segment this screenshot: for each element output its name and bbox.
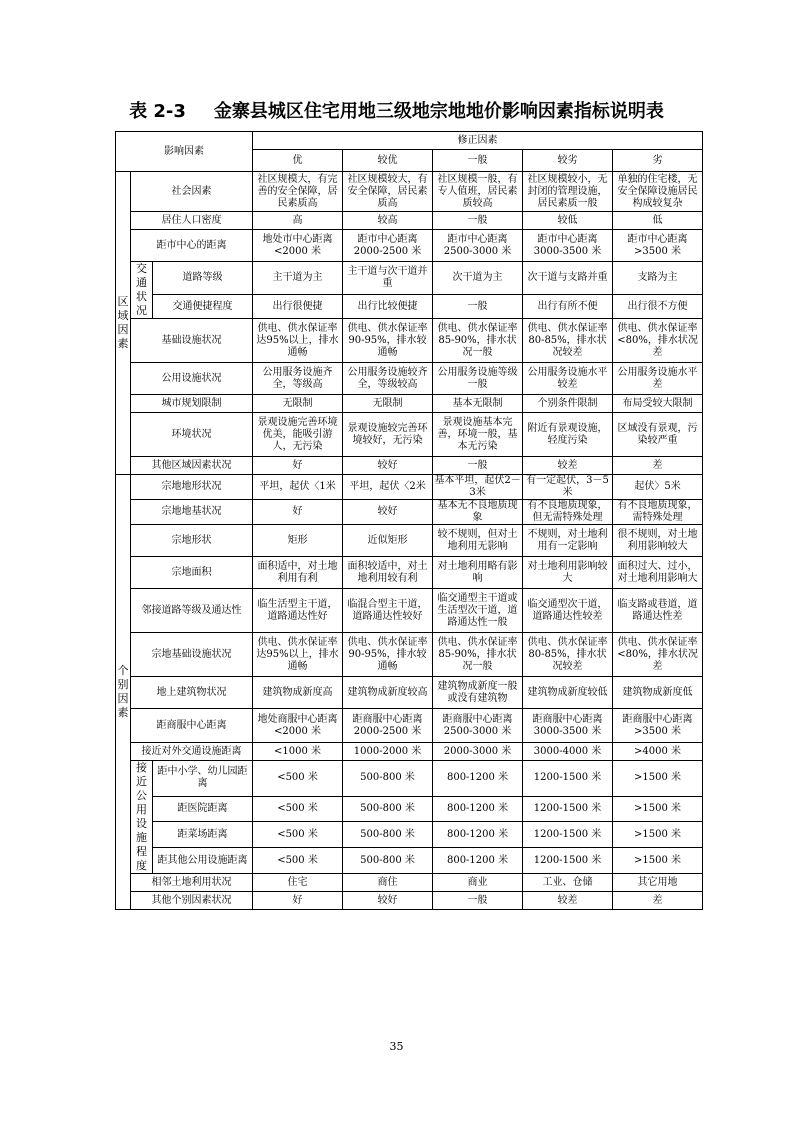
table-row [116,262,703,295]
factor-label: 地上建筑物状况 [131,677,253,709]
table-row [116,395,703,413]
factor-label: 社会因素 [131,172,253,212]
value-cell: 其它用地 [613,874,703,892]
value-cell: 供电、供水保证率<80%，排水状况差 [613,633,703,677]
table-row [116,874,703,892]
value-cell: 较好 [343,457,433,475]
table-row [116,796,703,822]
value-cell: 好 [253,457,343,475]
value-cell: 面积较适中，对土地利用较有利 [343,557,433,589]
value-cell: 有不良地质现象，需特殊处理 [613,500,703,525]
value-cell: 临交通型次干道，道路通达性较差 [523,589,613,633]
value-cell: <500 米 [253,848,343,874]
traffic-group: 交通状况 [131,262,153,319]
proximity-group: 接近公用设施程度 [131,761,153,874]
value-cell: 公用服务设施较齐全，等级较高 [343,363,433,395]
value-cell: 面积过大、过小，对土地利用影响大 [613,557,703,589]
value-cell: 社区规模较小，无封闭的管理设施，居民素质一般 [523,172,613,212]
value-cell: 无限制 [343,395,433,413]
factor-label: 其他区域因素状况 [131,457,253,475]
value-cell: <500 米 [253,796,343,822]
factor-label: 道路等级 [153,262,253,295]
value-cell: 500-800 米 [343,796,433,822]
value-cell: 2000-3000 米 [433,743,523,761]
value-cell: 公用服务设施水平差 [613,363,703,395]
grade-header: 较劣 [523,150,613,172]
value-cell: 对土地利用略有影响 [433,557,523,589]
factor-label: 宗地基础设施状况 [131,633,253,677]
value-cell: 出行有所不便 [523,295,613,319]
value-cell: 次干道为主 [433,262,523,295]
value-cell: 低 [613,212,703,230]
value-cell: 景观设施完善环境优美，能吸引游人，无污染 [253,413,343,457]
value-cell: 供电、供水保证率80-85%，排水状况较差 [523,319,613,363]
value-cell: <500 米 [253,822,343,848]
table-row [116,589,703,633]
value-cell: 布局受较大限制 [613,395,703,413]
factor-label: 宗地地形状况 [131,475,253,500]
value-cell: 建筑物成新度较高 [343,677,433,709]
value-cell: 距市中心距离2500-3000 米 [433,230,523,262]
value-cell: 基本平坦，起伏2－3米 [434,475,521,498]
factor-label: 距医院距离 [153,796,253,822]
value-cell: 距商服中心距离3000-3500 米 [523,709,613,743]
value-cell: 公用服务设施齐全，等级高 [253,363,343,395]
value-cell: 商业 [433,874,523,892]
value-cell: 1000-2000 米 [343,743,433,761]
value-cell: 距商服中心距离2500-3000 米 [433,709,523,743]
factor-label: 宗地形状 [131,525,253,557]
table-row [116,172,703,212]
value-cell: 社区规模一般，有专人值班，居民素质较高 [433,172,523,212]
value-cell: 基本无限制 [433,395,523,413]
value-cell: 地处市中心距离<2000 米 [253,230,343,262]
factor-table-body [116,132,703,910]
value-cell: 基本无不良地质现象 [433,500,523,525]
document-title [0,100,793,124]
value-cell: 社区规模较大，有安全保障，居民素质高 [343,172,433,212]
value-cell: 供电、供水保证率90-95%，排水较通畅 [343,319,433,363]
value-cell: 临混合型主干道，道路通达性较好 [343,589,433,633]
factor-label: 宗地地基状况 [131,500,253,525]
value-cell: 差 [613,892,703,910]
table-row [116,892,703,910]
value-cell: 临支路或巷道，道路通达性差 [613,589,703,633]
grade-header: 较优 [343,150,433,172]
table-row [116,743,703,761]
value-cell: 公用服务设施水平较差 [523,363,613,395]
value-cell: 近似矩形 [343,525,433,557]
value-cell: 面积适中，对土地利用有利 [253,557,343,589]
value-cell: 一般 [433,212,523,230]
value-cell: 个别条件限制 [523,395,613,413]
table-row [116,212,703,230]
table-row [116,457,703,475]
value-cell: 不规则，对土地利用有一定影响 [523,525,613,557]
value-cell: 对土地利用影响较大 [523,557,613,589]
table-row [116,557,703,589]
value-cell: 无限制 [253,395,343,413]
value-cell: 500-800 米 [343,822,433,848]
value-cell: 好 [253,500,343,525]
value-cell: 社区规模大，有完善的安全保障，居民素质高 [253,172,343,212]
value-cell: 好 [253,892,343,910]
value-cell: >4000 米 [613,743,703,761]
table-row [116,475,703,500]
value-cell: 1200-1500 米 [523,796,613,822]
value-cell: 供电、供水保证率达95%以上，排水通畅 [253,633,343,677]
factor-label: 宗地面积 [131,557,253,589]
value-cell: 距商服中心距离>3500 米 [613,709,703,743]
value-cell: 高 [253,212,343,230]
factor-header: 影响因素 [116,132,253,172]
value-cell: 矩形 [253,525,343,557]
value-cell: 支路为主 [613,262,703,295]
value-cell: 很不规则，对土地利用影响较大 [613,525,703,557]
value-cell: >1500 米 [613,848,703,874]
page-number: 35 [389,1040,404,1053]
factor-label: 距菜场距离 [153,822,253,848]
value-cell: 较好 [343,892,433,910]
table-row [116,363,703,395]
value-cell: 一般 [433,457,523,475]
value-cell: 500-800 米 [343,848,433,874]
factor-label: 邻接道路等级及通达性 [131,589,253,633]
value-cell: 一般 [433,892,523,910]
value-cell: 800-1200 米 [433,822,523,848]
value-cell: 较差 [523,457,613,475]
value-cell: 主干道为主 [253,262,343,295]
value-cell: 距商服中心距离2000-2500 米 [343,709,433,743]
value-cell: 差 [613,457,703,475]
individual-category: 个别因素 [116,475,131,910]
value-cell: 800-1200 米 [433,848,523,874]
table-row [116,500,703,525]
table-row [116,677,703,709]
value-cell: 工业、仓储 [523,874,613,892]
table-row [116,633,703,677]
table-row [116,848,703,874]
factor-label: 相邻土地利用状况 [131,874,253,892]
value-cell: 供电、供水保证率85-90%，排水状况一般 [433,633,523,677]
table-row [116,319,703,363]
value-cell: >1500 米 [613,761,703,797]
value-cell: 出行比较便捷 [343,295,433,319]
value-cell: 供电、供水保证率85-90%，排水状况一般 [433,319,523,363]
value-cell: 平坦，起伏〈1米 [253,475,343,500]
value-cell: 距市中心距离3000-3500 米 [523,230,613,262]
value-cell: 区域没有景观，污染较严重 [613,413,703,457]
value-cell: 距市中心距离>3500 米 [613,230,703,262]
value-cell: 3000-4000 米 [523,743,613,761]
value-cell: 供电、供水保证率90-95%，排水较通畅 [343,633,433,677]
grade-header: 一般 [433,150,523,172]
table-row [116,230,703,262]
header-row [116,132,703,150]
value-cell: 平坦，起伏〈2米 [343,475,433,500]
value-cell: 较高 [343,212,433,230]
value-cell: 附近有景观设施，轻度污染 [523,413,613,457]
value-cell: 1200-1500 米 [523,822,613,848]
grade-header: 劣 [613,150,703,172]
value-cell: 住宅 [253,874,343,892]
grade-header: 优 [253,150,343,172]
value-cell: 建筑物成新度低 [613,677,703,709]
value-cell: 单独的住宅楼，无安全保障设施居民构成较复杂 [613,172,703,212]
value-cell: 800-1200 米 [433,796,523,822]
table-title: 金寨县城区住宅用地三级地宗地地价影响因素指标说明表 [213,101,664,122]
value-cell: 建筑物成新度高 [253,677,343,709]
value-cell: 较低 [523,212,613,230]
value-cell: 有不良地质现象，但无需特殊处理 [523,500,613,525]
value-cell: 一般 [433,295,523,319]
factor-label: 接近对外交通设施距离 [131,743,253,761]
factor-table [115,131,703,910]
value-cell: 500-800 米 [343,761,433,797]
factor-label: 居住人口密度 [131,212,253,230]
value-cell: 景观设施基本完善，环境一般，基本无污染 [433,413,523,457]
value-cell: 供电、供水保证率80-85%，排水状况较差 [523,633,613,677]
table-row [116,761,703,797]
table-row [116,295,703,319]
value-cell: 主干道与次干道并重 [343,262,433,295]
value-cell: 1200-1500 米 [523,848,613,874]
value-cell: <1000 米 [253,743,343,761]
table-row [116,709,703,743]
table-row [116,413,703,457]
factor-label: 基础设施状况 [131,319,253,363]
value-cell: 景观设施较完善环境较好，无污染 [343,413,433,457]
value-cell: 建筑物成新度较低 [523,677,613,709]
value-cell: 距市中心距离2000-2500 米 [343,230,433,262]
factor-label: 环境状况 [131,413,253,457]
value-cell: 公用服务设施等级一般 [433,363,523,395]
region-category: 区域因素 [116,172,131,475]
value-cell: 次干道与支路并重 [523,262,613,295]
value-cell: 临交通型主干道或生活型次干道，道路通达性一般 [433,589,523,633]
value-cell: 有一定起伏，3－5米 [523,475,613,500]
value-cell: 较好 [343,500,433,525]
factor-label: 距其他公用设施距离 [153,848,253,874]
value-cell: 建筑物成新度一般或没有建筑物 [433,677,523,709]
value-cell: 供电、供水保证率<80%，排水状况差 [613,319,703,363]
value-cell: <500 米 [253,761,343,797]
factor-label: 交通便捷程度 [153,295,253,319]
value-cell: 较差 [523,892,613,910]
factor-label: 距市中心的距离 [131,230,253,262]
value-cell: 地处商服中心距离<2000 米 [253,709,343,743]
value-cell: >1500 米 [613,822,703,848]
value-cell: 出行很不方便 [613,295,703,319]
value-cell: 供电、供水保证率达95%以上，排水通畅 [253,319,343,363]
value-cell: 起伏〉5米 [613,475,703,500]
value-cell: 1200-1500 米 [523,761,613,797]
table-row [116,822,703,848]
table-row [116,525,703,557]
value-cell: 出行很便捷 [253,295,343,319]
factor-label: 城市规划限制 [131,395,253,413]
factor-label: 距中小学、幼儿园距离 [153,761,253,797]
modifier-header: 修正因素 [253,132,703,150]
factor-label: 其他个别因素状况 [131,892,253,910]
value-cell: >1500 米 [613,796,703,822]
value-cell: 800-1200 米 [433,761,523,797]
value-cell: 商住 [343,874,433,892]
value-cell: 较不规则，但对土地利用无影响 [433,525,523,557]
factor-label: 距商服中心距离 [131,709,253,743]
value-cell: 临生活型主干道，道路通达性好 [253,589,343,633]
table-number: 表 2-3 [129,101,186,122]
factor-label: 公用设施状况 [131,363,253,395]
